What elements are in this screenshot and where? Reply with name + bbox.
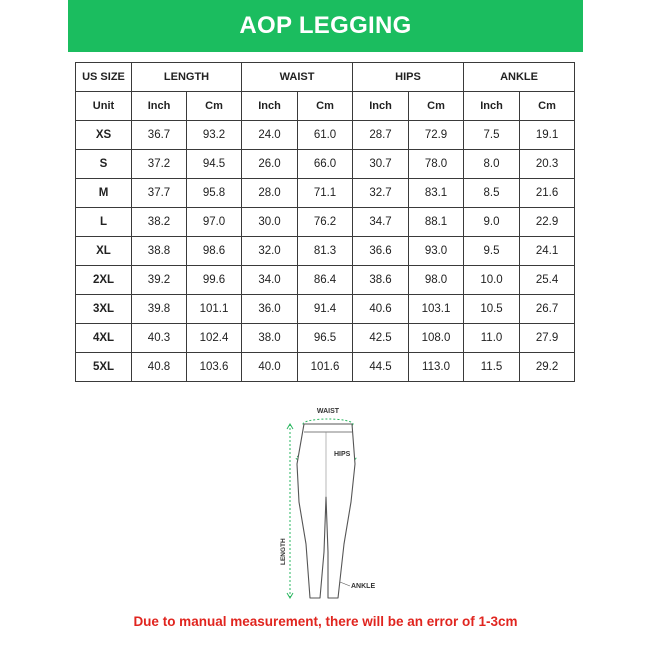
hips-label: HIPS [334,451,351,458]
measurement-cell: 42.5 [353,324,409,353]
size-cell: 4XL [76,324,132,353]
measurement-cell: 66.0 [298,150,353,179]
unit-cell: Cm [409,92,464,121]
measurement-cell: 40.8 [132,353,187,382]
header-group-row [76,63,575,92]
table-body [76,121,575,382]
unit-cell: Inch [242,92,298,121]
measurement-cell: 102.4 [187,324,242,353]
measurement-cell: 10.5 [464,295,520,324]
header-waist: WAIST [242,63,353,92]
measurement-cell: 101.1 [187,295,242,324]
measurement-cell: 9.5 [464,237,520,266]
measurement-cell: 44.5 [353,353,409,382]
header-us-size: US SIZE [76,63,132,92]
measurement-note: Due to manual measurement, there will be an error of 1-3cm [133,614,518,629]
measurement-cell: 34.0 [242,266,298,295]
measurement-cell: 7.5 [464,121,520,150]
table-row [76,208,575,237]
header-length: LENGTH [132,63,242,92]
measurement-cell: 27.9 [520,324,575,353]
measurement-cell: 81.3 [298,237,353,266]
measurement-cell: 71.1 [298,179,353,208]
title-banner [68,0,583,52]
unit-row [76,92,575,121]
measurement-cell: 38.6 [353,266,409,295]
measurement-cell: 93.2 [187,121,242,150]
measurement-cell: 101.6 [298,353,353,382]
size-chart-table [75,62,575,382]
measurement-cell: 88.1 [409,208,464,237]
table-row [76,121,575,150]
legging-diagram [240,402,410,602]
measurement-cell: 95.8 [187,179,242,208]
measurement-cell: 103.1 [409,295,464,324]
measurement-cell: 30.7 [353,150,409,179]
unit-cell: Cm [520,92,575,121]
unit-cell: Inch [464,92,520,121]
measurement-cell: 11.0 [464,324,520,353]
table-row [76,266,575,295]
measurement-cell: 38.8 [132,237,187,266]
measurement-cell: 113.0 [409,353,464,382]
table-row [76,237,575,266]
measurement-cell: 20.3 [520,150,575,179]
measurement-cell: 26.7 [520,295,575,324]
table-row [76,324,575,353]
size-cell: S [76,150,132,179]
ankle-pointer [340,582,350,586]
header-ankle: ANKLE [464,63,575,92]
measurement-cell: 72.9 [409,121,464,150]
waist-label: WAIST [316,408,340,415]
header-hips: HIPS [353,63,464,92]
size-cell: XS [76,121,132,150]
measurement-cell: 40.6 [353,295,409,324]
measurement-cell: 8.0 [464,150,520,179]
measurement-cell: 21.6 [520,179,575,208]
measurement-cell: 28.7 [353,121,409,150]
measurement-cell: 91.4 [298,295,353,324]
table-row [76,353,575,382]
length-label: LENGTH [280,538,287,565]
measurement-cell: 30.0 [242,208,298,237]
measurement-cell: 37.2 [132,150,187,179]
measurement-cell: 78.0 [409,150,464,179]
measurement-cell: 76.2 [298,208,353,237]
table-row [76,295,575,324]
measurement-cell: 38.0 [242,324,298,353]
size-cell: L [76,208,132,237]
measurement-cell: 36.6 [353,237,409,266]
measurement-cell: 32.0 [242,237,298,266]
measurement-cell: 98.6 [187,237,242,266]
measurement-cell: 28.0 [242,179,298,208]
measurement-cell: 34.7 [353,208,409,237]
legging-illustration [240,402,410,602]
size-cell: 5XL [76,353,132,382]
measurement-cell: 108.0 [409,324,464,353]
unit-cell: Inch [353,92,409,121]
measurement-cell: 36.0 [242,295,298,324]
measurement-cell: 103.6 [187,353,242,382]
unit-cell: Cm [187,92,242,121]
measurement-cell: 36.7 [132,121,187,150]
measurement-cell: 24.1 [520,237,575,266]
size-cell: 3XL [76,295,132,324]
size-cell: 2XL [76,266,132,295]
page-title: AOP LEGGING [239,12,412,39]
measurement-cell: 93.0 [409,237,464,266]
measurement-cell: 97.0 [187,208,242,237]
measurement-cell: 83.1 [409,179,464,208]
size-cell: M [76,179,132,208]
measurement-cell: 24.0 [242,121,298,150]
measurement-cell: 8.5 [464,179,520,208]
measurement-cell: 26.0 [242,150,298,179]
measurement-cell: 25.4 [520,266,575,295]
measurement-cell: 40.0 [242,353,298,382]
measurement-cell: 39.2 [132,266,187,295]
measurement-cell: 39.8 [132,295,187,324]
measurement-cell: 96.5 [298,324,353,353]
unit-cell: Inch [132,92,187,121]
measurement-cell: 86.4 [298,266,353,295]
size-cell: XL [76,237,132,266]
measurement-cell: 22.9 [520,208,575,237]
unit-label: Unit [76,92,132,121]
measurement-cell: 19.1 [520,121,575,150]
measurement-cell: 11.5 [464,353,520,382]
measurement-cell: 40.3 [132,324,187,353]
measurement-cell: 29.2 [520,353,575,382]
unit-cell: Cm [298,92,353,121]
measurement-cell: 32.7 [353,179,409,208]
measurement-cell: 99.6 [187,266,242,295]
measurement-cell: 94.5 [187,150,242,179]
measurement-cell: 9.0 [464,208,520,237]
ankle-label: ANKLE [351,583,376,590]
measurement-cell: 37.7 [132,179,187,208]
measurement-cell: 10.0 [464,266,520,295]
measurement-cell: 61.0 [298,121,353,150]
table-row [76,150,575,179]
measurement-cell: 38.2 [132,208,187,237]
table-row [76,179,575,208]
measurement-cell: 98.0 [409,266,464,295]
